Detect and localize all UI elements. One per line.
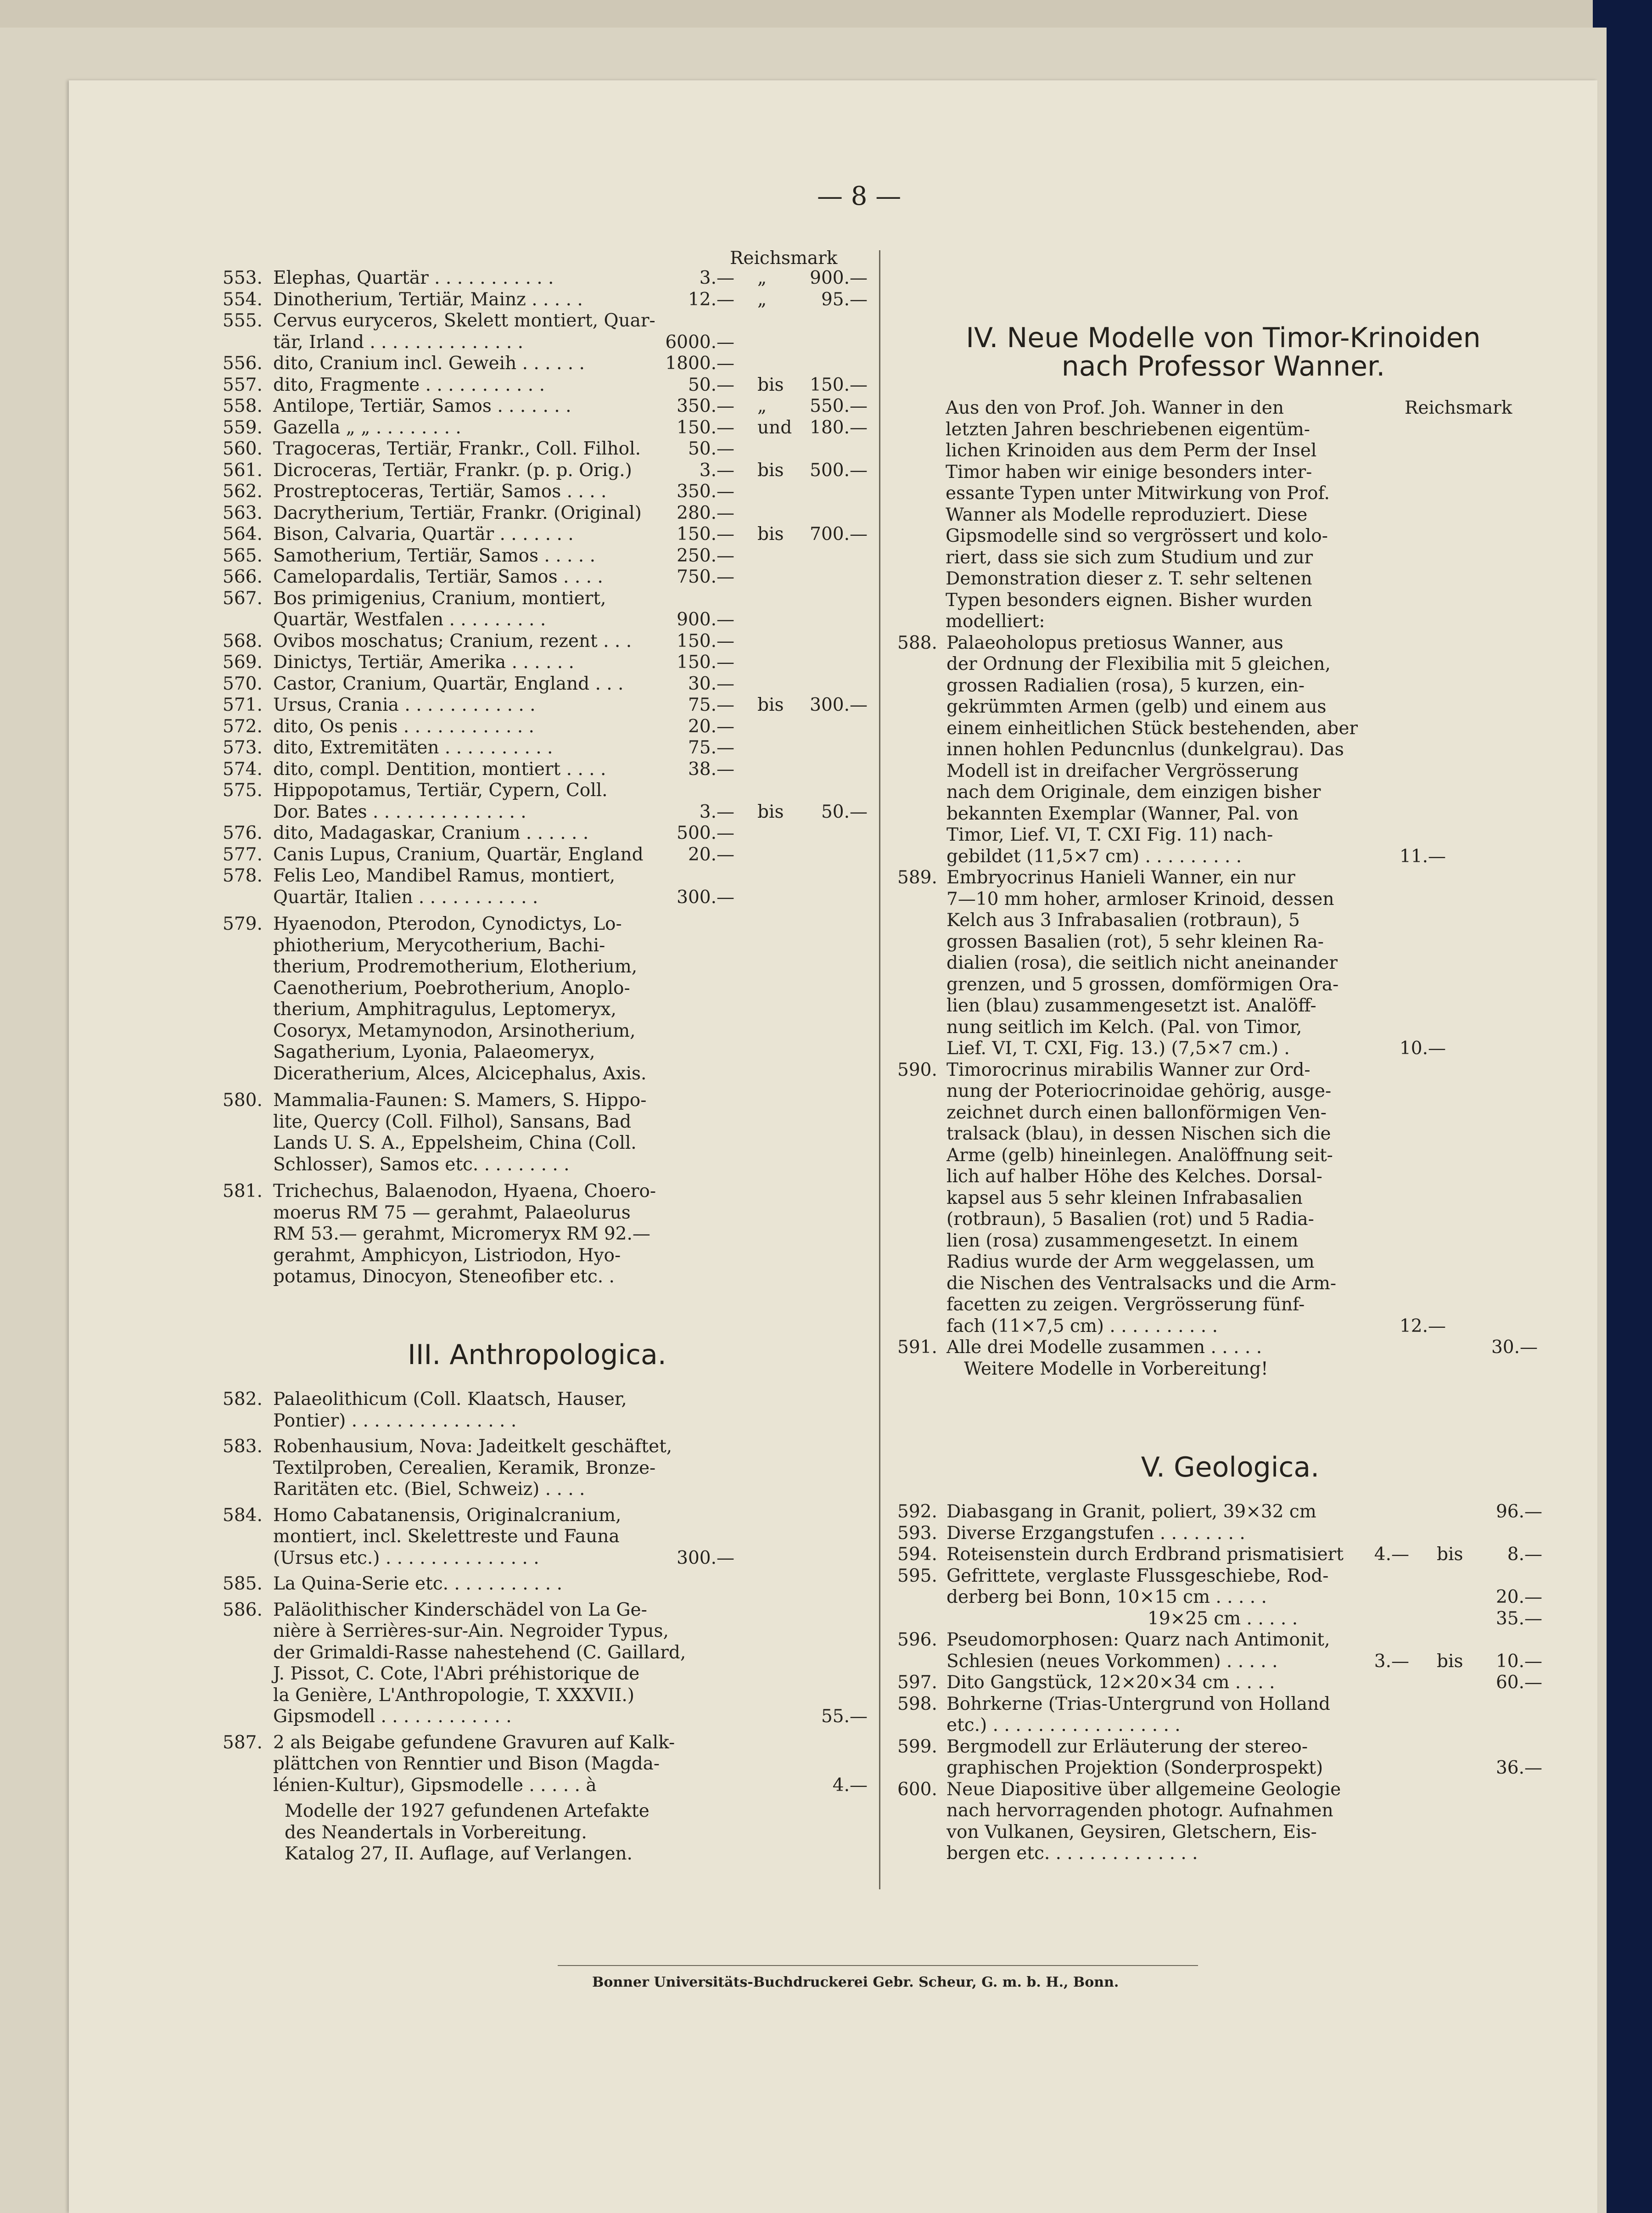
item-number: 581. [223, 1181, 263, 1202]
item-text: die Nischen des Ventralsacks und die Arm- [946, 1273, 1336, 1294]
price-from: 350.— [677, 481, 734, 502]
item-text: 19×25 cm . . . . . [1148, 1608, 1298, 1629]
item-text: Robenhausium, Nova: Jadeitkelt geschäftet, [273, 1436, 672, 1457]
item-number: 562. [223, 481, 263, 502]
item-number: 567. [223, 588, 263, 609]
intro-text: essante Typen unter Mitwirkung von Prof. [946, 483, 1330, 504]
item-number: 563. [223, 502, 263, 523]
price-from: 300.— [677, 1547, 734, 1568]
price-to: 300.— [810, 695, 868, 715]
item-text: Bison, Calvaria, Quartär . . . . . . . [273, 524, 574, 545]
item-text: Castor, Cranium, Quartär, England . . . [273, 673, 624, 694]
price-from: 30.— [688, 673, 734, 694]
timor-heading-line2: nach Professor Wanner. [1061, 350, 1385, 382]
note-line: Katalog 27, II. Auflage, auf Verlangen. [285, 1843, 633, 1864]
price-to: 20.— [1495, 1587, 1542, 1607]
item-text: einem einheitlichen Stück bestehenden, aber [946, 718, 1358, 739]
item-text: graphischen Projektion (Sonderprospekt) [946, 1758, 1323, 1778]
item-text: Elephas, Quartär . . . . . . . . . . . [273, 268, 554, 288]
item-text: Mammalia-Faunen: S. Mamers, S. Hippo- [273, 1090, 647, 1111]
item-number: 593. [897, 1522, 937, 1544]
price-to: 700.— [810, 524, 868, 545]
price-separator: „ [757, 289, 767, 310]
price-from: 6000.— [665, 331, 734, 353]
item-number: 576. [223, 823, 263, 843]
item-text: Palaeoholopus pretiosus Wanner, aus [946, 632, 1283, 653]
item-text: Dacrytherium, Tertiär, Frankr. (Original) [273, 502, 642, 523]
item-number: 553. [223, 268, 263, 288]
item-text: dito, Cranium incl. Geweih . . . . . . [273, 353, 585, 374]
item-text: fach (11×7,5 cm) . . . . . . . . . . [946, 1315, 1218, 1337]
item-number: 596. [897, 1629, 937, 1650]
item-text: dito, Madagaskar, Cranium . . . . . . [273, 823, 589, 843]
item-text: derberg bei Bonn, 10×15 cm . . . . . [946, 1587, 1267, 1607]
item-text: plättchen von Renntier und Bison (Magda- [273, 1753, 660, 1774]
item-text: Bergmodell zur Erläuterung der stereo- [946, 1736, 1308, 1757]
item-text: (rotbraun), 5 Basalien (rot) und 5 Radia- [946, 1209, 1314, 1230]
item-text: moerus RM 75 — gerahmt, Palaeolurus [273, 1202, 631, 1223]
intro-text: lichen Krinoiden aus dem Perm der Insel [946, 440, 1317, 461]
item-number: 574. [223, 758, 263, 780]
item-number: 554. [223, 289, 263, 310]
item-text: nach dem Originale, dem einzigen bisher [946, 782, 1321, 803]
item-text: Schlosser), Samos etc. . . . . . . . . [273, 1154, 570, 1175]
item-text: von Vulkanen, Geysiren, Gletschern, Eis- [946, 1821, 1317, 1842]
item-text: lien (rosa) zusammengesetzt. In einem [946, 1230, 1299, 1251]
item-text: Dor. Bates . . . . . . . . . . . . . . [273, 801, 526, 822]
timor-heading-line1: IV. Neue Modelle von Timor-Krinoiden [966, 322, 1481, 354]
item-text: Camelopardalis, Tertiär, Samos . . . . [273, 567, 603, 587]
price-from: 150.— [677, 417, 734, 438]
item-text: Palaeolithicum (Coll. Klaatsch, Hauser, [273, 1389, 627, 1410]
item-text: RM 53.— gerahmt, Micromeryx RM 92.— [273, 1224, 650, 1244]
price-separator: bis [757, 524, 784, 545]
item-text: Diabasgang in Granit, poliert, 39×32 cm [946, 1501, 1316, 1522]
price-from: 3.— [1374, 1651, 1409, 1672]
item-text: Quartär, Westfalen . . . . . . . . . [273, 609, 546, 630]
item-text: Neue Diapositive über allgemeine Geologie [946, 1779, 1341, 1800]
price-from: 20.— [688, 844, 734, 865]
item-text: zeichnet durch einen ballonförmigen Ven- [946, 1102, 1327, 1123]
item-text: dito, Extremitäten . . . . . . . . . . [273, 737, 553, 758]
item-text: La Quina-Serie etc. . . . . . . . . . . [273, 1573, 562, 1594]
item-text: lien (blau) zusammengesetzt ist. Analöff- [946, 995, 1316, 1016]
price-separator: bis [757, 801, 784, 822]
price-to: 10.— [1495, 1651, 1542, 1672]
price-to: 4.— [832, 1775, 868, 1796]
price-from: 12.— [688, 289, 734, 310]
item-text: Arme (gelb) hineinlegen. Analöffnung seit- [946, 1145, 1333, 1166]
item-text: Pseudomorphosen: Quarz nach Antimonit, [946, 1629, 1330, 1650]
item-number: 556. [223, 353, 263, 374]
price-from: 280.— [677, 502, 734, 523]
item-number: 573. [223, 737, 263, 758]
item-number: 557. [223, 374, 263, 395]
intro-text: Aus den von Prof. Joh. Wanner in den [946, 398, 1284, 418]
item-number: 599. [897, 1736, 937, 1757]
price-separator: und [757, 417, 792, 438]
item-number: 598. [897, 1693, 937, 1714]
price-from: 350.— [677, 396, 734, 416]
item-number: 587. [223, 1732, 263, 1753]
item-text: lénien-Kultur), Gipsmodelle . . . . . à [273, 1775, 597, 1796]
item-text: potamus, Dinocyon, Steneofiber etc. . [273, 1266, 615, 1287]
price-to: 550.— [810, 396, 868, 416]
intro-text: riert, dass sie sich zum Studium und zur [946, 547, 1313, 568]
price-from: 1800.— [665, 353, 734, 374]
price-from: 150.— [677, 652, 734, 673]
item-text: (Ursus etc.) . . . . . . . . . . . . . . [273, 1547, 539, 1568]
item-text: Dinictys, Tertiär, Amerika . . . . . . [273, 652, 574, 673]
item-number: 565. [223, 545, 263, 566]
price-from: 50.— [688, 438, 734, 459]
item-text: Gipsmodell . . . . . . . . . . . . [273, 1706, 512, 1727]
left-column-header: Reichsmark [730, 248, 838, 269]
price-to: 35.— [1495, 1608, 1542, 1629]
item-number: 597. [897, 1672, 937, 1693]
item-text: der Grimaldi-Rasse nahestehend (C. Gaillard, [273, 1642, 686, 1663]
item-text: Quartär, Italien . . . . . . . . . . . [273, 887, 538, 908]
item-text: dito, Os penis . . . . . . . . . . . . [273, 716, 534, 737]
item-text: 2 als Beigabe gefundene Gravuren auf Kalk- [273, 1732, 675, 1753]
item-text: bekannten Exemplar (Wanner, Pal. von [946, 803, 1299, 824]
price-from: 4.— [1374, 1544, 1409, 1565]
item-number: 595. [897, 1565, 937, 1586]
item-text: gebildet (11,5×7 cm) . . . . . . . . . [946, 846, 1242, 867]
price-from: 3.— [699, 268, 734, 288]
item-text: dito, compl. Dentition, montiert . . . . [273, 758, 606, 780]
item-text: therium, Amphitragulus, Leptomeryx, [273, 999, 616, 1020]
item-number: 568. [223, 630, 263, 652]
item-text: Pontier) . . . . . . . . . . . . . . . [273, 1410, 517, 1431]
item-text: Diceratherium, Alces, Alcicephalus, Axis. [273, 1063, 647, 1084]
price-from: 3.— [699, 460, 734, 481]
intro-text: modelliert: [946, 611, 1045, 632]
price-to: 150.— [810, 374, 868, 395]
item-text: dialien (rosa), die seitlich nicht aneinander [946, 953, 1338, 973]
item-number: 555. [223, 310, 263, 331]
item-number: 588. [897, 632, 937, 653]
item-text: Timor, Lief. VI, T. CXI Fig. 11) nach- [946, 825, 1273, 845]
item-number: 558. [223, 396, 263, 416]
price-separator: bis [1437, 1544, 1463, 1565]
intro-text: Gipsmodelle sind so vergrössert und kolo- [946, 526, 1328, 546]
item-text: nach hervorragenden photogr. Aufnahmen [946, 1800, 1333, 1821]
item-text: Trichechus, Balaenodon, Hyaena, Choero- [273, 1181, 656, 1202]
price-to: 96.— [1495, 1501, 1542, 1522]
footer-rule [558, 1965, 1198, 1966]
item-text: Bohrkerne (Trias-Untergrund von Holland [946, 1693, 1331, 1714]
item-number: 592. [897, 1501, 937, 1522]
timor-note: Weitere Modelle in Vorbereitung! [964, 1358, 1268, 1379]
price-from: 750.— [677, 567, 734, 587]
price-to: 60.— [1495, 1672, 1542, 1693]
item-number: 564. [223, 524, 263, 545]
item-text: 7—10 mm hoher, armloser Krinoid, dessen [946, 888, 1334, 910]
item-text: Embryocrinus Hanieli Wanner, ein nur [946, 867, 1295, 888]
item-text: tralsack (blau), in dessen Nischen sich die [946, 1123, 1331, 1144]
item-text: Radius wurde der Arm weggelassen, um [946, 1252, 1315, 1272]
item-number: 583. [223, 1436, 263, 1457]
item-text: Dicroceras, Tertiär, Frankr. (p. p. Orig.) [273, 460, 632, 481]
item-text: Diverse Erzgangstufen . . . . . . . . [946, 1522, 1245, 1544]
price-from: 20.— [688, 716, 734, 737]
item-text: Tragoceras, Tertiär, Frankr., Coll. Filhol. [273, 438, 641, 459]
column-divider [879, 250, 880, 1889]
item-text: Ursus, Crania . . . . . . . . . . . . [273, 695, 536, 715]
price-separator: „ [757, 268, 767, 288]
item-text: gekrümmten Armen (gelb) und einem aus [946, 696, 1327, 717]
intro-text: letzten Jahren beschriebenen eigentüm- [946, 419, 1310, 440]
item-number: 572. [223, 716, 263, 737]
item-text: facetten zu zeigen. Vergrösserung fünf- [946, 1294, 1305, 1315]
printer-footer: Bonner Universitäts-Buchdruckerei Gebr. Scheur, G. m. b. H., Bonn. [592, 1974, 1119, 1990]
price-to: 95.— [821, 289, 868, 310]
intro-text: Timor haben wir einige besonders inter- [946, 461, 1312, 483]
item-text: Bos primigenius, Cranium, montiert, [273, 588, 606, 609]
item-text: Kelch aus 3 Infrabasalien (rotbraun), 5 [946, 910, 1300, 931]
item-text: phiotherium, Merycotherium, Bachi- [273, 935, 605, 956]
item-text: Textilproben, Cerealien, Keramik, Bronze- [273, 1457, 656, 1478]
item-number: 559. [223, 417, 263, 438]
item-number: 577. [223, 844, 263, 865]
item-text: Ovibos moschatus; Cranium, rezent . . . [273, 630, 632, 652]
item-text: innen hohlen Peduncnlus (dunkelgrau). Das [946, 739, 1344, 760]
item-number: 566. [223, 567, 263, 587]
price-from: 75.— [688, 737, 734, 758]
item-text: lite, Quercy (Coll. Filhol), Sansans, Bad [273, 1111, 632, 1132]
item-text: Paläolithischer Kinderschädel von La Ge- [273, 1599, 647, 1620]
item-text: Timorocrinus mirabilis Wanner zur Ord- [946, 1059, 1310, 1080]
item-text: Felis Leo, Mandibel Ramus, montiert, [273, 865, 616, 886]
price-separator: bis [757, 374, 784, 395]
item-text: J. Pissot, C. Cote, l'Abri préhistorique de [273, 1663, 640, 1684]
price-separator: bis [1437, 1651, 1463, 1672]
item-text: Roteisenstein durch Erdbrand prismatisiert [946, 1544, 1344, 1565]
item-number: 585. [223, 1573, 263, 1594]
price-to: 50.— [821, 801, 868, 822]
item-number: 580. [223, 1090, 263, 1111]
item-text: tär, Irland . . . . . . . . . . . . . . [273, 331, 524, 353]
item-text: grossen Basalien (rot), 5 sehr kleinen Ra- [946, 931, 1324, 952]
right-column-header: Reichsmark [1405, 398, 1512, 418]
item-text: kapsel aus 5 sehr kleinen Infrabasalien [946, 1187, 1303, 1208]
anthropologica-heading: III. Anthropologica. [408, 1339, 666, 1371]
item-number: 594. [897, 1544, 937, 1565]
item-text: nière à Serrières-sur-Ain. Negroider Typus, [273, 1621, 669, 1641]
item-text: Gefrittete, verglaste Flussgeschiebe, Rod- [946, 1565, 1329, 1586]
page-number: — 8 — [817, 181, 902, 211]
item-number: 591. [897, 1337, 937, 1358]
price-from: 900.— [677, 609, 734, 630]
item-text: nung der Poteriocrinoidae gehörig, ausge- [946, 1081, 1332, 1101]
item-text: nung seitlich im Kelch. (Pal. von Timor, [946, 1017, 1302, 1038]
price-from: 38.— [688, 758, 734, 780]
item-number: 582. [223, 1389, 263, 1410]
item-number: 570. [223, 673, 263, 694]
item-number: 571. [223, 695, 263, 715]
item-text: Dinotherium, Tertiär, Mainz . . . . . [273, 289, 583, 310]
price-to: 55.— [821, 1706, 868, 1727]
price-from: 3.— [699, 801, 734, 822]
item-number: 569. [223, 652, 263, 673]
item-text: Gazella „ „ . . . . . . . . [273, 417, 461, 438]
item-text: bergen etc. . . . . . . . . . . . . . [946, 1843, 1198, 1864]
item-number: 590. [897, 1059, 937, 1080]
item-text: Antilope, Tertiär, Samos . . . . . . . [273, 396, 571, 416]
price: 11.— [1399, 846, 1446, 867]
item-number: 586. [223, 1599, 263, 1620]
intro-text: Demonstration dieser z. T. sehr seltenen [946, 568, 1312, 589]
item-number: 584. [223, 1505, 263, 1526]
item-text: Prostreptoceras, Tertiär, Samos . . . . [273, 481, 607, 502]
item-text: grenzen, und 5 grossen, domförmigen Ora- [946, 974, 1339, 995]
price-separator: bis [757, 695, 784, 715]
item-text: Cosoryx, Metamynodon, Arsinotherium, [273, 1020, 636, 1041]
item-number: 600. [897, 1779, 937, 1800]
item-text: therium, Prodremotherium, Elotherium, [273, 956, 638, 977]
item-text: Modell ist in dreifacher Vergrösserung [946, 760, 1299, 781]
item-text: montiert, incl. Skelettreste und Fauna [273, 1526, 620, 1547]
price-to: 900.— [810, 268, 868, 288]
item-text: Dito Gangstück, 12×20×34 cm . . . . [946, 1672, 1275, 1693]
price-to: 500.— [810, 460, 868, 481]
price: 12.— [1399, 1315, 1446, 1337]
price-to: 36.— [1495, 1758, 1542, 1778]
price-to: 8.— [1507, 1544, 1542, 1565]
price-from: 75.— [688, 695, 734, 715]
item-text: Schlesien (neues Vorkommen) . . . . . [946, 1651, 1278, 1672]
item-text: Raritäten etc. (Biel, Schweiz) . . . . [273, 1479, 585, 1500]
item-text: Hippopotamus, Tertiär, Cypern, Coll. [273, 780, 608, 801]
item-text: Lief. VI, T. CXI, Fig. 13.) (7,5×7 cm.) . [946, 1038, 1290, 1059]
item-text: Sagatherium, Lyonia, Palaeomeryx, [273, 1042, 595, 1062]
price-from: 150.— [677, 630, 734, 652]
item-number: 560. [223, 438, 263, 459]
item-text: Cervus euryceros, Skelett montiert, Quar- [273, 310, 655, 331]
intro-text: Typen besonders eignen. Bisher wurden [946, 590, 1312, 611]
geologica-heading: V. Geologica. [1141, 1451, 1320, 1483]
price-from: 250.— [677, 545, 734, 566]
item-text: Canis Lupus, Cranium, Quartär, England [273, 844, 644, 865]
item-text: Alle drei Modelle zusammen . . . . . [946, 1337, 1262, 1358]
note-line: Modelle der 1927 gefundenen Artefakte [285, 1801, 650, 1821]
price-from: 150.— [677, 524, 734, 545]
item-text: der Ordnung der Flexibilia mit 5 gleichen, [946, 654, 1331, 674]
item-text: grossen Radialien (rosa), 5 kurzen, ein- [946, 675, 1305, 696]
note-line: des Neandertals in Vorbereitung. [285, 1822, 587, 1843]
item-text: Homo Cabatanensis, Originalcranium, [273, 1505, 622, 1526]
item-number: 579. [223, 914, 263, 934]
item-text: Caenotherium, Poebrotherium, Anoplo- [273, 977, 630, 999]
intro-text: Wanner als Modelle reproduziert. Diese [946, 504, 1308, 525]
price-separator: bis [757, 460, 784, 481]
item-number: 561. [223, 460, 263, 481]
price-to: 180.— [810, 417, 868, 438]
item-text: Hyaenodon, Pterodon, Cynodictys, Lo- [273, 914, 622, 934]
item-text: Samotherium, Tertiär, Samos . . . . . [273, 545, 595, 566]
price-from: 300.— [677, 887, 734, 908]
item-text: dito, Fragmente . . . . . . . . . . . [273, 374, 545, 395]
item-text: gerahmt, Amphicyon, Listriodon, Hyo- [273, 1245, 621, 1266]
price-from: 500.— [677, 823, 734, 843]
item-number: 578. [223, 865, 263, 886]
item-text: Lands U. S. A., Eppelsheim, China (Coll. [273, 1133, 637, 1153]
price-separator: „ [757, 396, 767, 416]
price: 30.— [1491, 1337, 1538, 1358]
item-number: 575. [223, 780, 263, 801]
item-text: lich auf halber Höhe des Kelches. Dorsal- [946, 1166, 1322, 1187]
item-text: la Genière, L'Anthropologie, T. XXXVII.) [273, 1685, 635, 1706]
price: 10.— [1399, 1038, 1446, 1059]
item-text: etc.) . . . . . . . . . . . . . . . . . [946, 1715, 1181, 1736]
price-from: 50.— [688, 374, 734, 395]
item-number: 589. [897, 867, 937, 888]
